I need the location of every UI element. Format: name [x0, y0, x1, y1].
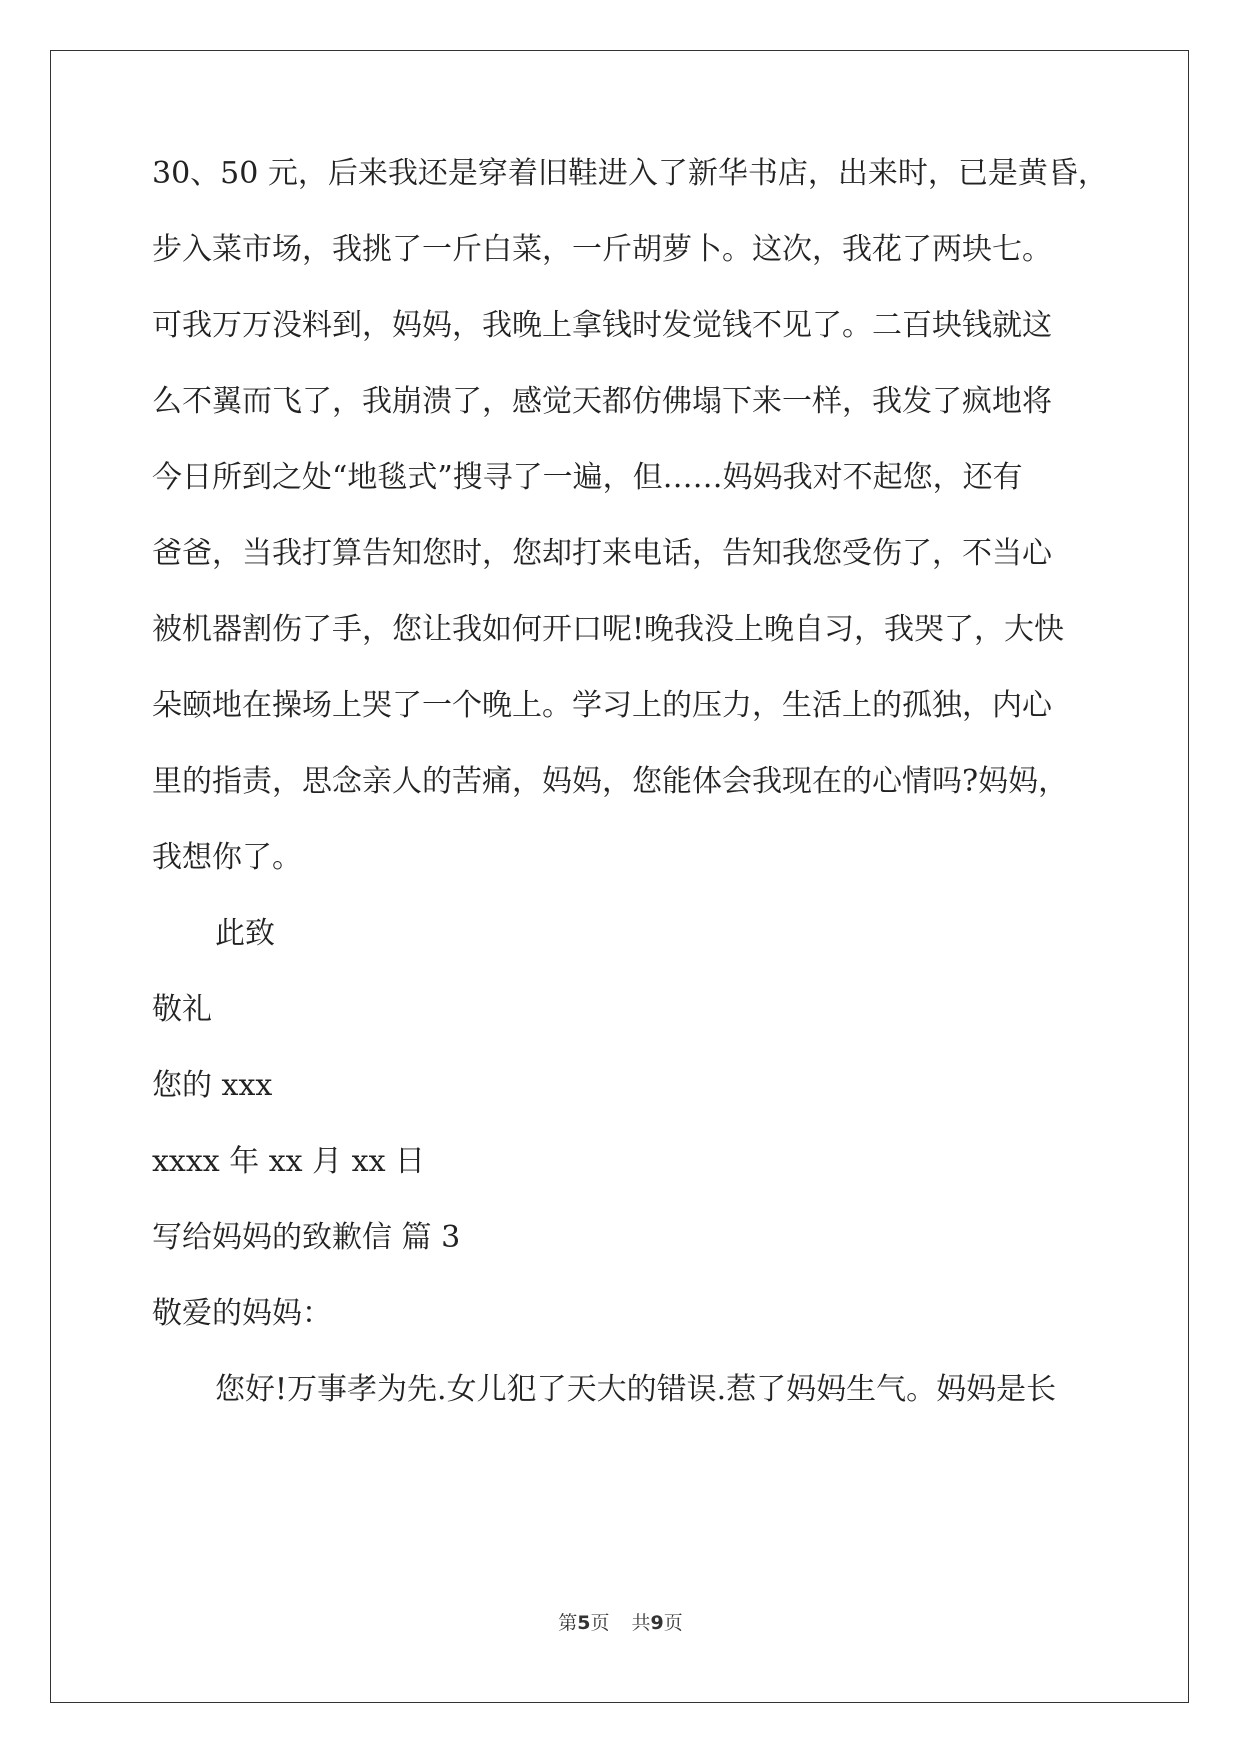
body-line-5: 今日所到之处“地毯式”搜寻了一遍，但……妈妈我对不起您，还有	[152, 460, 1023, 495]
body-line-6: 爸爸，当我打算告知您时，您却打来电话，告知我您受伤了，不当心	[152, 536, 1052, 571]
total-pages: 9	[650, 1612, 664, 1634]
page-prefix: 第	[558, 1612, 578, 1634]
body-line-7: 被机器割伤了手，您让我如何开口呢!晚我没上晚自习，我哭了，大快	[152, 612, 1065, 647]
section-title: 写给妈妈的致歉信 篇 3	[152, 1220, 461, 1255]
opening-line: 您好!万事孝为先.女儿犯了天大的错误.惹了妈妈生气。妈妈是长	[215, 1372, 1057, 1407]
body-line-10: 我想你了。	[152, 840, 302, 875]
body-line-2: 步入菜市场，我挑了一斤白菜，一斤胡萝卜。这次，我花了两块七。	[152, 232, 1052, 267]
body-line-1: 30、50 元，后来我还是穿着旧鞋进入了新华书店，出来时，已是黄昏，	[152, 156, 1108, 191]
page-suffix: 页	[590, 1612, 610, 1634]
page-number: 5	[577, 1612, 591, 1634]
page-footer	[0, 1608, 1241, 1635]
body-line-8: 朵颐地在操场上哭了一个晚上。学习上的压力，生活上的孤独，内心	[152, 688, 1052, 723]
total-suffix: 页	[663, 1612, 683, 1634]
total-prefix: 共	[631, 1612, 651, 1634]
body-line-4: 么不翼而飞了，我崩溃了，感觉天都仿佛塌下来一样，我发了疯地将	[152, 384, 1052, 419]
closing-phrase: 此致	[215, 916, 275, 951]
signature: 您的 xxx	[152, 1068, 273, 1103]
body-line-9: 里的指责，思念亲人的苦痛，妈妈，您能体会我现在的心情吗?妈妈，	[152, 764, 1069, 799]
salutation-end: 敬礼	[152, 992, 212, 1027]
body-line-3: 可我万万没料到，妈妈，我晚上拿钱时发觉钱不见了。二百块钱就这	[152, 308, 1052, 343]
letter-greeting: 敬爱的妈妈：	[152, 1296, 332, 1331]
letter-date: xxxx 年 xx 月 xx 日	[152, 1144, 426, 1179]
